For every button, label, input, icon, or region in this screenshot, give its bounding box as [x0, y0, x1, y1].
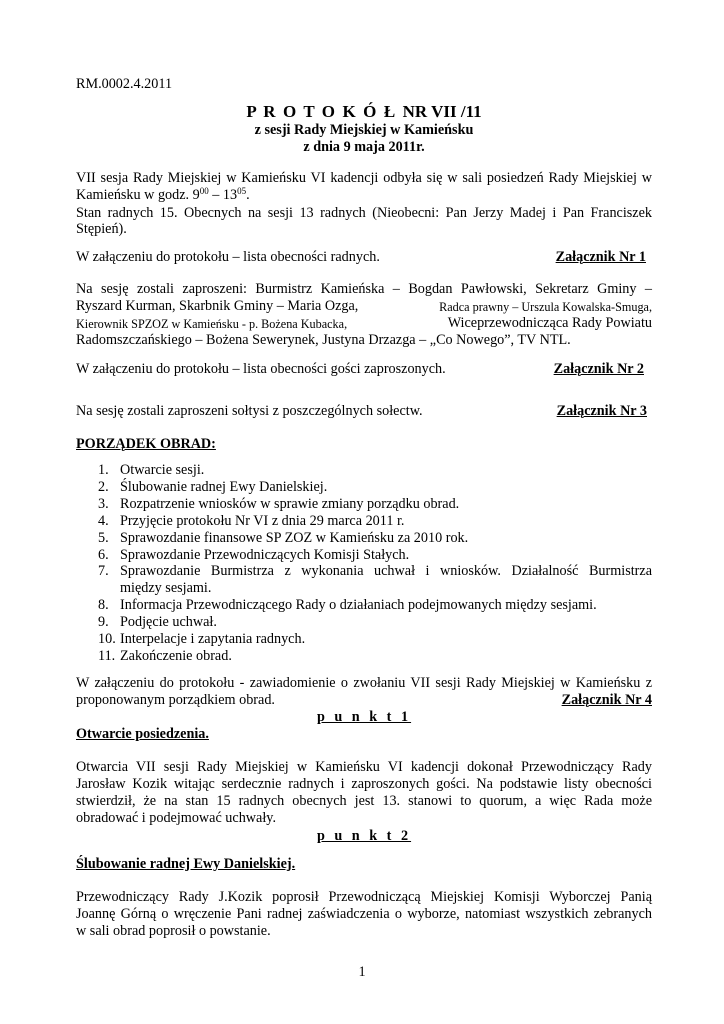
agenda-item: 10. Interpelacje i zapytania radnych.: [98, 631, 306, 648]
attachment-2-row: [76, 361, 652, 378]
document-reference: RM.0002.4.2011: [76, 76, 173, 92]
punkt-1-label: p u n k t 1: [316, 709, 412, 725]
time-end-minutes: 05: [237, 186, 247, 196]
punkt-2-label: p u n k t 2: [316, 828, 412, 844]
agenda-item: 11. Zakończenie obrad.: [98, 647, 232, 664]
title-number: NR VII /11: [402, 102, 482, 121]
agenda-item: 6. Sprawozdanie Przewodniczących Komisji Stałych.: [98, 546, 410, 563]
attachment-1-row: [76, 249, 652, 266]
attachment-3-row: [76, 403, 652, 420]
agenda-item: 4. Przyjęcie protokołu Nr VI z dnia 29 marca 2011 r.: [98, 512, 405, 529]
document-subtitle: z sesji Rady Miejskiej w Kamieńsku: [254, 122, 474, 138]
agenda-heading: PORZĄDEK OBRAD:: [76, 436, 216, 452]
document-title: [76, 104, 652, 121]
punkt-1-line-1: Otwarcia VII sesji Rady Miejskiej w Kamieńsku VI kadencji dokonał Przewodniczący Rady: [76, 759, 652, 775]
attachment-4-line-1: W załączeniu do protokołu - zawiadomienie o zwołaniu VII sesji Rady Miejskiej w Kamieńsku z: [76, 675, 652, 691]
intro-line-1: VII sesja Rady Miejskiej w Kamieńsku VI kadencji odbyła się w sali posiedzeń Rady Miejskiej w: [76, 170, 652, 186]
punkt-2-line-2: Joannę Górną o wręczenie Pani radnej zaświadczenia o wyborze, natomiast wszystkich zebranych: [76, 906, 652, 922]
attachment-3-text: Na sesję zostali zaproszeni sołtysi z poszczególnych sołectw.: [76, 403, 423, 419]
punkt-2-line-3: w sali obrad poprosił o powstanie.: [76, 923, 271, 939]
guests-line-4: Radomszczańskiego – Bożena Sewerynek, Justyna Drzazga – „Co Nowego”, TV NTL.: [76, 332, 571, 348]
punkt-2-heading: Ślubowanie radnej Ewy Danielskiej.: [76, 856, 296, 872]
attachment-1-label: Załącznik Nr 1: [555, 249, 646, 265]
attachment-4-row: [76, 692, 652, 709]
punkt-1-heading: Otwarcie posiedzenia.: [76, 726, 209, 742]
attachment-4-label: Załącznik Nr 4: [561, 692, 652, 708]
time-start-minutes: 00: [199, 186, 209, 196]
punkt-1-line-4: obradować i podejmować uchwały.: [76, 810, 276, 826]
attachment-4-text: proponowanym porządkiem obrad.: [76, 692, 275, 708]
agenda-item: 9. Podjęcie uchwał.: [98, 614, 217, 631]
agenda-item: 8. Informacja Przewodniczącego Rady o działaniach podejmowanych między sesjami.: [98, 597, 597, 614]
stan-line-2: Stępień).: [76, 221, 127, 237]
intro-line-2: Kamieńsku w godz. $9^{00} - 13^{05}$.: [76, 186, 250, 203]
agenda-item: 7. Sprawozdanie Burmistrza z wykonania uchwał i wniosków. Działalność Burmistrza między sesjami.: [98, 563, 652, 597]
document-date: z dnia 9 maja 2011r.: [303, 139, 425, 155]
attachment-2-text: W załączeniu do protokołu – lista obecności gości zaproszonych.: [76, 361, 446, 377]
guests-line-1: Na sesję zostali zaproszeni: Burmistrz Kamieńska – Bogdan Pawłowski, Sekretarz Gminy –: [76, 281, 652, 297]
guests-line-3: Kierownik SPZOZ w Kamieńsku - p. Bożena Kubacka, Wiceprzewodnicząca Rady Powiatu: [76, 315, 652, 331]
page-number: 1: [358, 964, 366, 980]
punkt-1-line-2: Jarosław Kozik witając serdecznie radnych i zaproszonych gości. Na podstawie listy obecności: [76, 776, 652, 792]
title-protokol: P R O T O K Ó Ł: [246, 102, 397, 121]
agenda-list: [76, 462, 652, 665]
punkt-1-line-3: stwierdził, że na stan 15 radnych obecnych jest 13. stanowi to quorum, a więc Rada może: [76, 793, 652, 809]
agenda-item: 5. Sprawozdanie finansowe SP ZOZ w Kamieńsku za 2010 rok.: [98, 529, 469, 546]
guests-line-2: Ryszard Kurman, Skarbnik Gminy – Maria Ozga, Radca prawny – Urszula Kowalska-Smuga,: [76, 298, 652, 314]
agenda-item: 1. Otwarcie sesji.: [98, 462, 205, 478]
agenda-item: 2. Ślubowanie radnej Ewy Danielskiej.: [98, 478, 328, 495]
punkt-2-line-1: Przewodniczący Rady J.Kozik poprosił Przewodniczącą Miejskiej Komisji Wyborczej Panią: [76, 889, 652, 905]
stan-line-1: Stan radnych 15. Obecnych na sesji 13 radnych (Nieobecni: Pan Jerzy Madej i Pan Franciszek: [76, 205, 652, 221]
agenda-item: 3. Rozpatrzenie wniosków w sprawie zmiany porządku obrad.: [98, 495, 460, 512]
attachment-3-label: Załącznik Nr 3: [556, 403, 647, 419]
attachment-1-text: W załączeniu do protokołu – lista obecności radnych.: [76, 249, 380, 265]
attachment-2-label: Załącznik Nr 2: [553, 361, 644, 377]
